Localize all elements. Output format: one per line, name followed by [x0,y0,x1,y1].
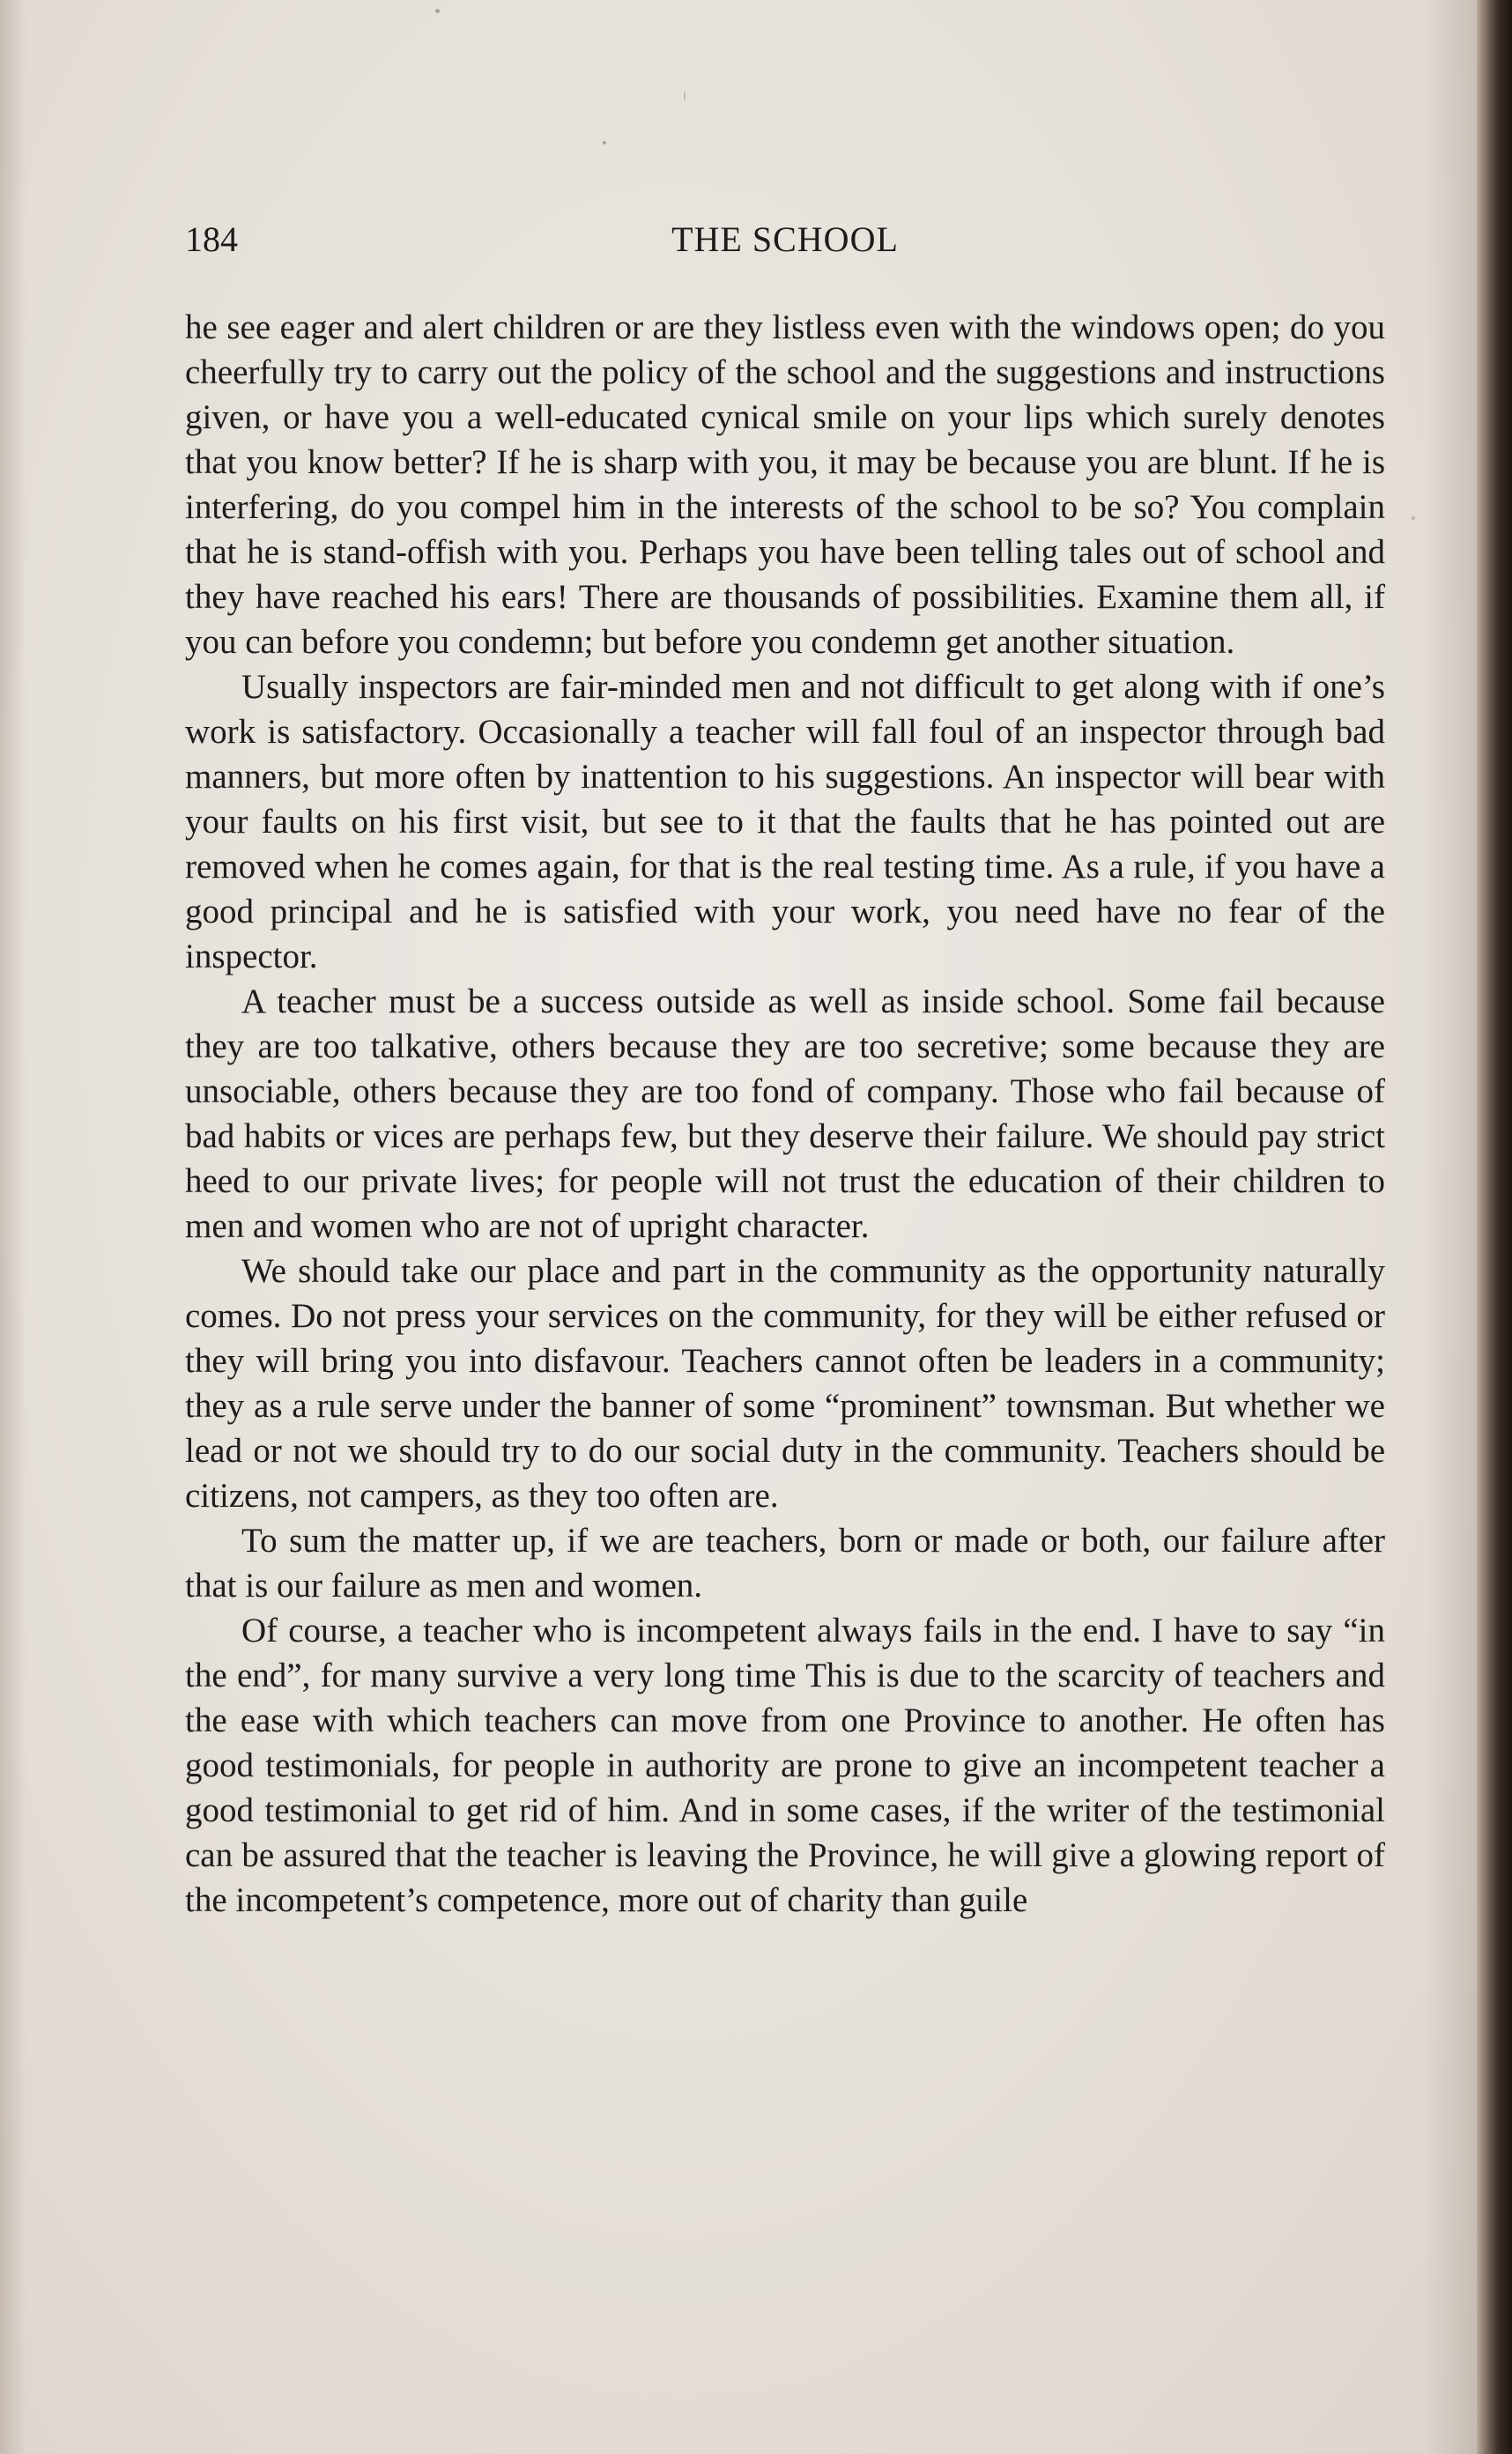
paragraph-outside-school: A teacher must be a success outside as well as inside school. Some fail because they are too talkative, others because they are too secretive; some because they are unsociable, others because they are too fond of company. Those who fail because of bad habits or vices are perhaps few, but they deserve their failure. We should pay strict heed to our private lives; for people will not trust the education of their children to men and women who are not of upright character. [185,982,1385,1245]
page-edge-shadow [1424,0,1477,2454]
paragraph-inspectors: Usually inspectors are fair-minded men and not difficult to get along with if one’s work is satisfactory. Occasionally a teacher will fall foul of an inspector through bad manners, but more often by inattention to his suggestions. An inspector will bear with your faults on his first visit, but see to it that the faults that he has pointed out are removed when he comes again, for that is the real testing time. As a rule, if you have a good principal and he is satisfied with your work, you need have no fear of the inspector. [185,668,1385,975]
paragraph-incompetent: Of course, a teacher who is incompetent always fails in the end. I have to say “in the end”, for many survive a very long time This is due to the scarcity of teachers and the ease with which teachers can move from one Province to another. He often has good testimonials, for people in authority are prone to give an incompetent teacher a good testimonial to get rid of him. And in some cases, if the writer of the testimonial can be assured that the teacher is leaving the Province, he will give a glowing report of the incompetent’s competence, more out of charity than guile [185,1612,1385,1919]
scan-speck [684,92,686,100]
page-header [185,215,1385,264]
binding-shadow [0,0,26,2454]
paragraph-continued: he see eager and alert children or are they listless even with the windows open; do you cheerfully try to carry out the policy of the school and the suggestions and instructions given, or have you a well-educated cynical smile on your lips which surely denotes that you know better? If he is sharp with you, it may be because you are blunt. If he is interfering, do you compel him in the interests of the school to be so? You complain that he is stand-offish with you. Perhaps you have been telling tales out of school and they have reached his ears! There are thousands of possibilities. Examine them all, if you can before you condemn; but before you condemn get another situation. [185,308,1385,661]
page-number: 184 [185,219,238,259]
body-text [185,305,1385,1923]
paragraph-community: We should take our place and part in the community as the opportunity naturally comes. Do not press your services on the community, for they will be either refused or they will bring you into disfavour. Teachers cannot often be leaders in a community; they as a rule serve under the banner of some “prominent” townsman. But whether we lead or not we should try to do our social duty in the community. Teachers should be citizens, not campers, as they too often are. [185,1252,1385,1515]
scan-speck [1412,516,1415,520]
running-head: THE SCHOOL [671,219,899,259]
scan-speck [603,141,606,145]
scan-speck [435,9,440,13]
paragraph-sum-up: To sum the matter up, if we are teachers, born or made or both, our failure after that is our failure as men and women. [185,1522,1385,1605]
page-edge [1477,0,1512,2454]
